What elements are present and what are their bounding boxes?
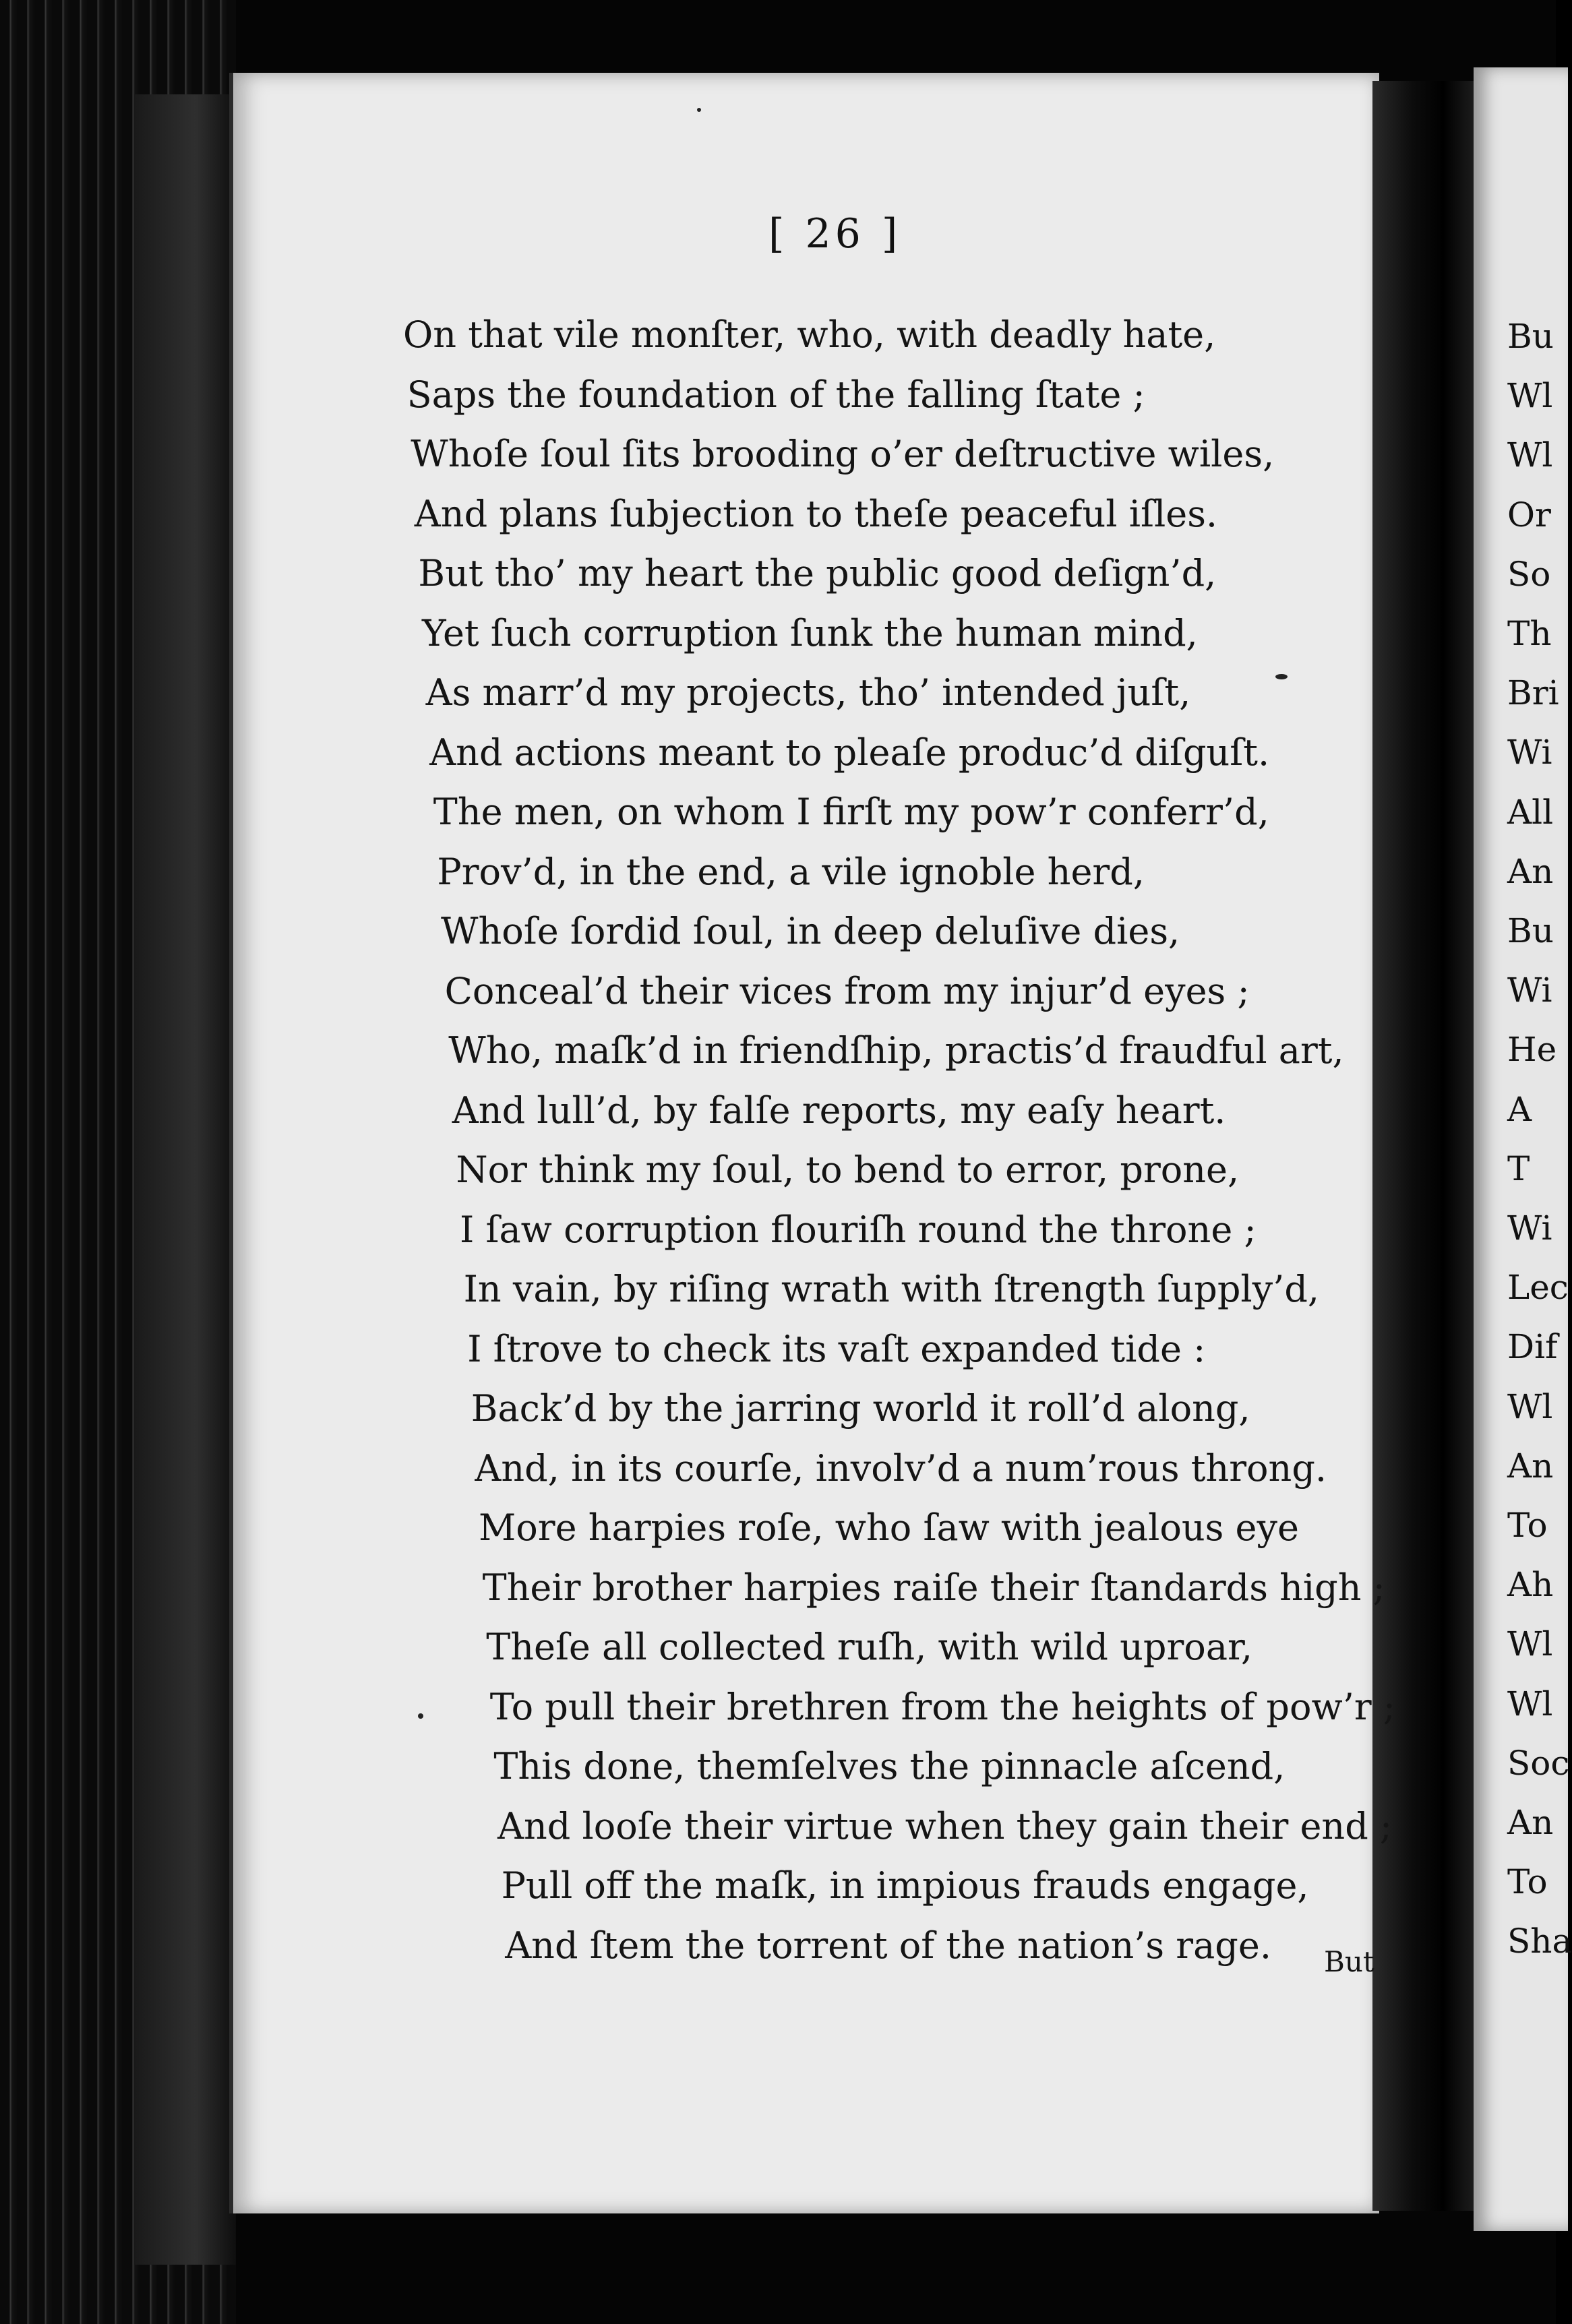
poem-line: And plans ſubjection to theſe peaceful iſles. bbox=[414, 492, 1218, 535]
poem-line: And actions meant to pleaſe produc’d diſguſt. bbox=[429, 731, 1270, 774]
facing-line-start: A bbox=[1507, 1089, 1532, 1129]
facing-line-start: All bbox=[1507, 792, 1554, 832]
facing-line-start: Sha bbox=[1507, 1922, 1572, 1961]
poem-line: On that vile monſter, who, with deadly hate, bbox=[403, 313, 1216, 356]
poem-line: Prov’d, in the end, a vile ignoble herd, bbox=[437, 850, 1145, 893]
poem-line: Pull off the maſk, in impious frauds engage, bbox=[501, 1864, 1309, 1907]
facing-line-start: An bbox=[1507, 851, 1554, 891]
facing-line-start: Bu bbox=[1507, 911, 1554, 950]
ink-speck bbox=[1275, 674, 1288, 679]
poem-line: And, in its courſe, involv’d a num’rous throng. bbox=[475, 1446, 1327, 1490]
poem-line: The men, on whom I firſt my pow’r conferr’d, bbox=[433, 791, 1269, 833]
poem-line: Saps the foundation of the falling ſtate ; bbox=[406, 373, 1145, 416]
facing-line-start: Wi bbox=[1507, 733, 1552, 772]
facing-line-start: Wl bbox=[1507, 1386, 1553, 1426]
facing-line-start: An bbox=[1507, 1803, 1554, 1842]
facing-line-start: An bbox=[1507, 1446, 1554, 1486]
facing-line-start: Wl bbox=[1507, 435, 1553, 475]
poem-line: Theſe all collected ruſh, with wild uproar, bbox=[486, 1626, 1253, 1668]
facing-line-start: To bbox=[1507, 1862, 1548, 1902]
catchword: But bbox=[1324, 1945, 1374, 1978]
facing-line-start: Or bbox=[1507, 495, 1551, 534]
ink-speck bbox=[418, 1713, 423, 1719]
facing-line-start: Dif bbox=[1507, 1327, 1558, 1367]
poem-line: Yet ſuch corruption ſunk the human mind, bbox=[422, 611, 1198, 654]
poem-line: Back’d by the jarring world it roll’d along, bbox=[471, 1387, 1250, 1430]
facing-line-start: Ah bbox=[1507, 1565, 1554, 1605]
poem-line: Whoſe ſoul ſits brooding o’er deſtructive wiles, bbox=[411, 433, 1275, 475]
ink-speck bbox=[697, 108, 701, 112]
facing-line-start: He bbox=[1507, 1030, 1557, 1070]
poem-line: To pull their brethren from the heights of pow’r ; bbox=[489, 1685, 1396, 1728]
poem-line: More harpies roſe, who ſaw with jealous eye bbox=[479, 1506, 1299, 1549]
poem-line: Conceal’d their vices from my injur’d eyes ; bbox=[444, 969, 1250, 1012]
facing-line-start: Lec bbox=[1507, 1268, 1569, 1308]
poem-line: I ſaw corruption flouriſh round the throne ; bbox=[460, 1208, 1257, 1251]
facing-line-start: Wl bbox=[1507, 376, 1553, 416]
poem-line: Whoſe ſordid ſoul, in deep deluſive dies, bbox=[441, 910, 1180, 952]
poem-line: Nor think my ſoul, to bend to error, prone, bbox=[456, 1149, 1240, 1191]
facing-line-start: So bbox=[1507, 554, 1551, 594]
poem-line: As marr’d my projects, tho’ intended juſt, bbox=[425, 671, 1191, 714]
poem-line: This done, themſelves the pinnacle aſcend, bbox=[493, 1745, 1286, 1787]
page-number: [ 26 ] bbox=[768, 210, 902, 257]
poem-line: Who, maſk’d in friendſhip, practis’d fraudful art, bbox=[448, 1029, 1344, 1072]
poem-line: Their brother harpies raiſe their ſtandards high ; bbox=[482, 1566, 1385, 1609]
poem-line: And ſtem the torrent of the nation’s rage. bbox=[505, 1924, 1271, 1967]
poem-line: And lull’d, by falſe reports, my eaſy heart. bbox=[452, 1089, 1226, 1132]
facing-line-start: Soc bbox=[1507, 1743, 1570, 1783]
facing-line-start: Bri bbox=[1507, 673, 1559, 713]
facing-line-start: Wi bbox=[1507, 971, 1552, 1010]
facing-line-start: Th bbox=[1507, 614, 1552, 653]
facing-line-start: Wi bbox=[1507, 1209, 1552, 1248]
facing-line-start: Wl bbox=[1507, 1624, 1553, 1664]
facing-line-start: Bu bbox=[1507, 317, 1554, 356]
facing-line-start: Wl bbox=[1507, 1684, 1553, 1723]
facing-line-start: To bbox=[1507, 1506, 1548, 1545]
poem-line: In vain, by riſing wrath with ſtrength ſupply’d, bbox=[463, 1268, 1320, 1310]
poem-line: And looſe their virtue when they gain their end ; bbox=[497, 1804, 1393, 1847]
poem-line: But tho’ my heart the public good deſign’d, bbox=[418, 552, 1217, 594]
poem-line: I ſtrove to check its vaſt expanded tide : bbox=[467, 1327, 1206, 1370]
facing-line-start: T bbox=[1507, 1149, 1530, 1188]
